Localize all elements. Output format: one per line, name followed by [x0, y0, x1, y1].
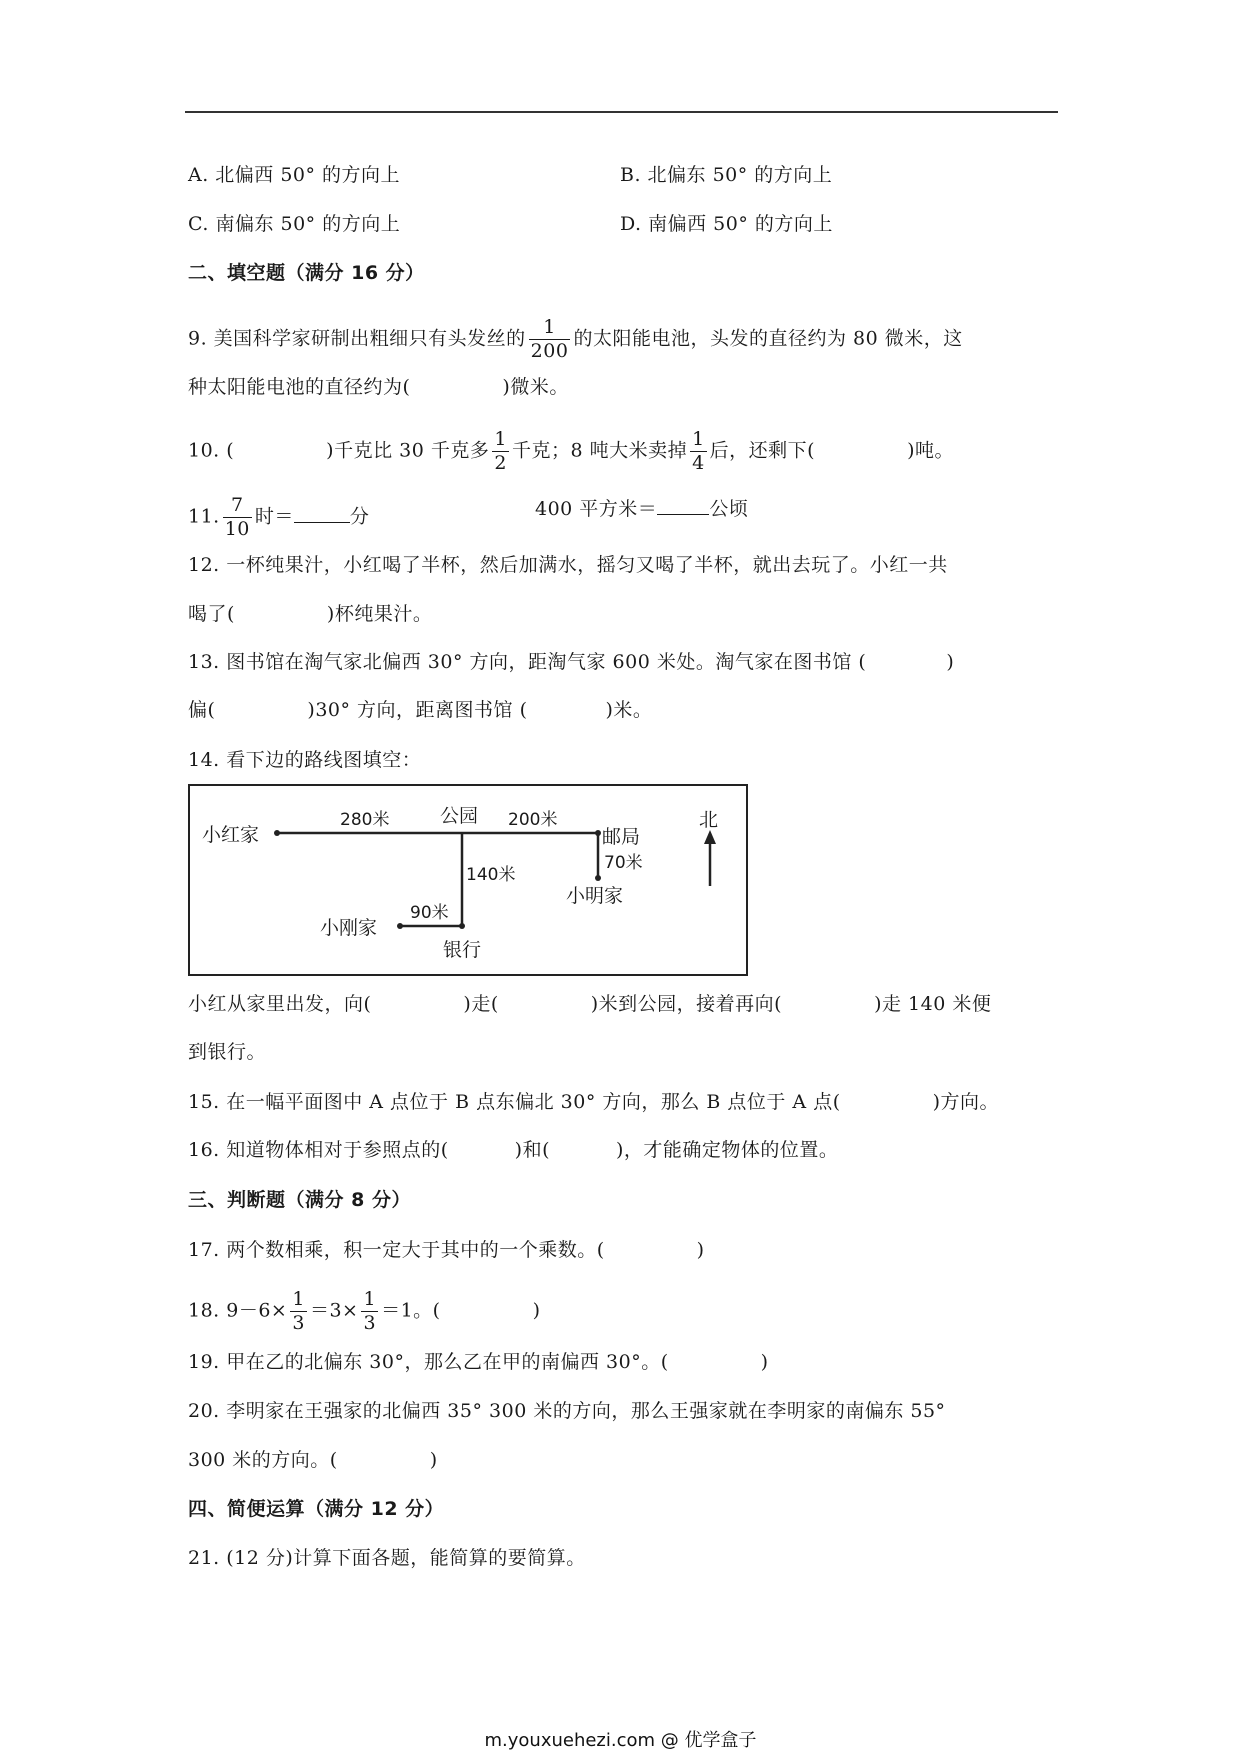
frac-denominator: 3: [363, 1312, 377, 1334]
question-12-line-2: [188, 602, 432, 626]
label-park: 公园: [440, 805, 479, 827]
question-21: 21. (12 分)计算下面各题，能简算的要简算。: [188, 1547, 586, 1569]
frac-numerator: 1: [292, 1288, 305, 1310]
question-13-line-2: [188, 698, 652, 722]
distance-90m: 90米: [410, 903, 449, 923]
question-11: [188, 496, 369, 539]
q11-number: 11.: [188, 505, 220, 528]
distance-200m: 200米: [508, 810, 558, 830]
section-title-calculation: 四、简便运算（满分 12 分）: [188, 1498, 445, 1520]
section-title-fill-in: 二、填空题（满分 16 分）: [188, 262, 425, 284]
question-18: [188, 1290, 541, 1333]
question-14-line-2: 到银行。: [188, 1041, 267, 1063]
question-12-line-1: 12. 一杯纯果汁，小红喝了半杯，然后加满水，摇匀又喝了半杯，就出去玩了。小红一共: [188, 554, 948, 576]
point-xiaogang-home: [397, 923, 403, 929]
frac-numerator: 1: [529, 318, 571, 340]
q11-text-2: 分: [349, 505, 370, 528]
label-north: 北: [699, 809, 719, 831]
q17-text: 17. 两个数相乘，积一定大于其中的一个乘数。(: [188, 1239, 605, 1261]
footer-watermark: m.youxuehezi.com @ 优学盒子: [484, 1730, 757, 1751]
q16-text-3: )，才能确定物体的位置。: [616, 1139, 839, 1161]
q18-text-3: ＝1。(: [381, 1299, 441, 1322]
fraction-7-10: [223, 496, 252, 539]
q10-text-2: 千克；8 吨大米卖掉: [511, 439, 688, 462]
frac-numerator: 1: [363, 1288, 377, 1310]
q12-line2-end: )杯纯果汁。: [326, 603, 433, 625]
route-map: [188, 784, 748, 976]
q14-text-1: 小红从家里出发，向(: [188, 993, 372, 1015]
q19-text: 19. 甲在乙的北偏东 30°，那么乙在甲的南偏西 30°。(: [188, 1351, 669, 1373]
q10-end: )吨。: [907, 439, 955, 462]
q13-text-1: 13. 图书馆在淘气家北偏西 30° 方向，距淘气家 600 米处。淘气家在图书馆 (: [188, 651, 867, 673]
q15-text-1: 15. 在一幅平面图中 A 点位于 B 点东偏北 30° 方向，那么 B 点位于 A 点(: [188, 1091, 841, 1113]
answer-underline[interactable]: [294, 504, 350, 523]
q18-text-2: ＝3×: [309, 1299, 359, 1322]
point-xiaohong-home: [274, 830, 280, 836]
q14-text-3: )米到公园，接着再向(: [590, 993, 783, 1015]
label-bank: 银行: [443, 939, 482, 961]
answer-underline[interactable]: [657, 496, 709, 515]
question-20-line-2: [188, 1448, 438, 1472]
question-17: [188, 1238, 705, 1262]
distance-280m: 280米: [340, 810, 390, 830]
label-xiaogang-home: 小刚家: [320, 917, 378, 939]
question-10: [188, 430, 954, 473]
q13-text-3: 偏(: [188, 699, 216, 721]
option-b: B. 北偏东 50° 的方向上: [620, 164, 833, 186]
q20-end: ): [429, 1449, 438, 1471]
q9-suffix: 的太阳能电池，头发的直径约为 80 微米，这: [573, 327, 963, 350]
question-15: [188, 1090, 999, 1114]
question-9-line-2: [188, 375, 569, 399]
fraction-1-200: [529, 318, 571, 361]
label-xiaoming-home: 小明家: [566, 885, 624, 907]
q12-line2-text: 喝了(: [188, 603, 235, 625]
q11-text-4: 公顷: [709, 498, 749, 520]
q9-line2-end: )微米。: [502, 376, 569, 398]
fraction-1-2: [492, 430, 509, 473]
question-20-line-1: 20. 李明家在王强家的北偏西 35° 300 米的方向，那么王强家就在李明家的南偏东 55°: [188, 1400, 946, 1422]
frac-denominator: 200: [530, 340, 569, 362]
point-bank: [459, 923, 465, 929]
fraction-1-4: [690, 430, 707, 473]
q14-text-4: )走 140 米便: [874, 993, 992, 1015]
question-13-line-1: [188, 650, 954, 674]
label-post-office: 邮局: [602, 826, 641, 848]
question-16: [188, 1138, 838, 1162]
frac-numerator: 1: [494, 428, 507, 450]
q13-text-5: )米。: [605, 699, 653, 721]
distance-140m: 140米: [466, 865, 516, 885]
header-rule: [185, 111, 1058, 113]
fraction-1-3: [361, 1290, 378, 1333]
question-19: [188, 1350, 769, 1374]
distance-70m: 70米: [604, 853, 643, 873]
q11-text-3: 400 平方米＝: [535, 498, 658, 520]
q15-text-2: )方向。: [932, 1091, 1000, 1113]
north-arrow-icon: [704, 830, 716, 844]
point-post-office: [595, 830, 601, 836]
section-title-true-false: 三、判断题（满分 8 分）: [188, 1189, 411, 1211]
label-xiaohong-home: 小红家: [202, 824, 260, 846]
q14-text-2: )走(: [463, 993, 499, 1015]
q9-prefix: 9. 美国科学家研制出粗细只有头发丝的: [188, 327, 526, 350]
q19-end: ): [760, 1351, 769, 1373]
frac-numerator: 1: [692, 428, 705, 450]
q18-end: ): [532, 1299, 541, 1322]
q10-text-3: 后，还剩下(: [709, 439, 816, 462]
q17-end: ): [696, 1239, 705, 1261]
option-c: C. 南偏东 50° 的方向上: [188, 213, 401, 235]
q13-text-2: ): [946, 651, 955, 673]
frac-denominator: 3: [292, 1312, 305, 1334]
fraction-1-3: [290, 1290, 307, 1333]
frac-denominator: 2: [494, 452, 507, 474]
q9-line2-text: 种太阳能电池的直径约为(: [188, 376, 411, 398]
q11-text-1: 时＝: [254, 505, 294, 528]
frac-numerator: 7: [223, 496, 252, 518]
q18-text-1: 18. 9－6×: [188, 1299, 288, 1322]
option-d: D. 南偏西 50° 的方向上: [620, 213, 833, 235]
question-14-line-1: [188, 992, 991, 1016]
frac-denominator: 10: [224, 518, 250, 540]
point-xiaoming-home: [595, 875, 601, 881]
question-11-part-2: [535, 496, 748, 521]
question-9-line-1: [188, 318, 963, 361]
q13-text-4: )30° 方向，距离图书馆 (: [307, 699, 528, 721]
q16-text-1: 16. 知道物体相对于参照点的(: [188, 1139, 449, 1161]
q16-text-2: )和(: [514, 1139, 550, 1161]
q10-text-1: )千克比 30 千克多: [326, 439, 490, 462]
q10-start: 10. (: [188, 439, 235, 462]
route-map-svg: [190, 786, 746, 974]
q20-text: 300 米的方向。(: [188, 1449, 338, 1471]
frac-denominator: 4: [692, 452, 705, 474]
question-14-title: 14. 看下边的路线图填空：: [188, 749, 422, 771]
option-a: A. 北偏西 50° 的方向上: [188, 164, 401, 186]
